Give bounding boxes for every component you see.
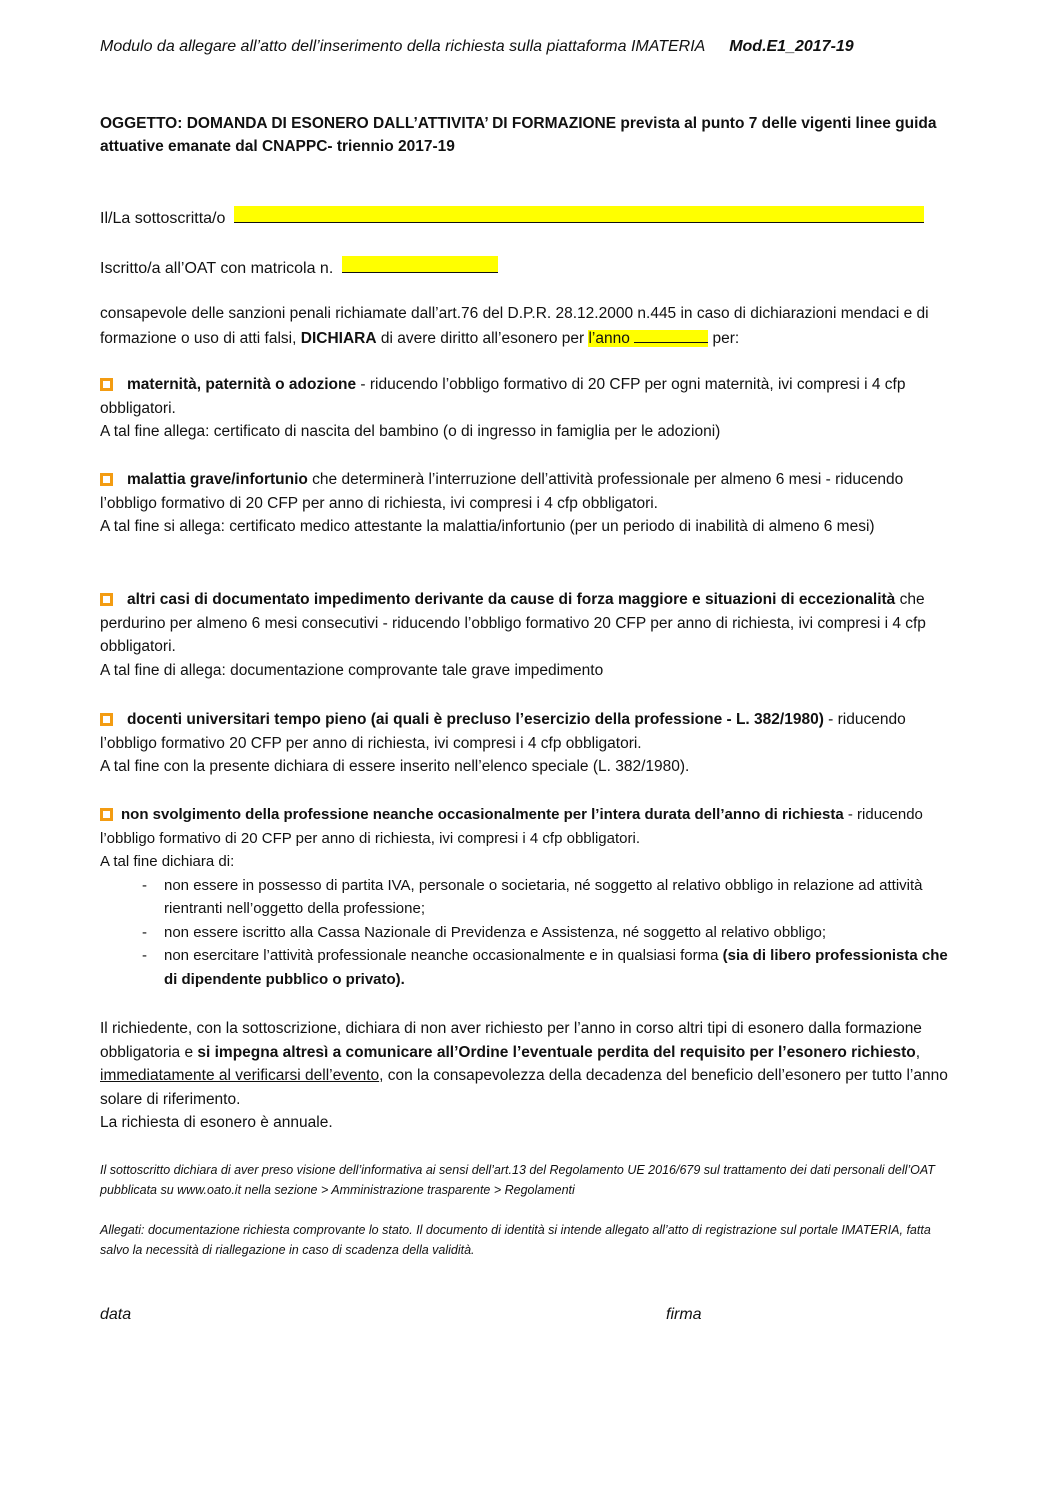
option-desc: - riducendo l’obbligo formativo di 20 CFP per ogni maternità, ivi compresi i 4 cfp obbligatori. <box>100 376 906 417</box>
condition-text: non esercitare l’attività professionale neanche occasionalmente e in qualsiasi forma <box>164 947 723 964</box>
page-header <box>100 38 960 56</box>
module-code: Mod.E1_2017-19 <box>729 38 854 55</box>
matricola-field-row <box>100 256 498 278</box>
year-blank[interactable] <box>634 326 708 343</box>
header-text: Modulo da allegare all’atto dell’inserimento della richiesta sulla piattaforma IMATERIA <box>100 38 705 55</box>
option-attachment: A tal fine si allega: certificato medico attestante la malattia/infortunio (per un periodo di inabilità di almeno 6 mesi) <box>100 518 875 535</box>
subject-title: OGGETTO: DOMANDA DI ESONERO DALL’ATTIVITA’ DI FORMAZIONE <box>100 115 617 132</box>
signature-label[interactable]: firma <box>666 1306 702 1323</box>
option-university-teachers <box>100 708 960 779</box>
force-majeure-checkbox[interactable] <box>100 593 113 606</box>
attachments-note: Allegati: documentazione richiesta comprovante lo stato. Il documento di identità si intende allegato all’atto di registrazione sul portale IMATERIA, fatta salvo la necessità di riallegazione in caso di scadenza della validità. <box>100 1223 931 1257</box>
closing-text: Il richiedente, con la sottoscrizione, dichiara di non aver richiesto per l’anno in corso altri tipi di esonero dalla formazione obbligatoria e <box>100 1020 922 1061</box>
not-practicing-checkbox[interactable] <box>100 808 113 821</box>
option-maternity <box>100 373 960 444</box>
subject-rest: prevista al punto 7 delle vigenti linee guida attuative emanate dal CNAPPC- triennio 2017-19 <box>100 115 937 155</box>
date-label[interactable]: data <box>100 1306 132 1323</box>
closing-end: , con la consapevolezza della decadenza del beneficio dell’esonero per tutto l’anno solare di riferimento. <box>100 1067 948 1108</box>
maternity-checkbox[interactable] <box>100 378 113 391</box>
closing-comma: , <box>915 1043 921 1061</box>
closing-underlined: immediatamente al verificarsi dell’evento <box>100 1067 380 1084</box>
closing-commitment: si impegna altresì a comunicare all’Ordine l’eventuale perdita del requisito per l’esonero richiesto <box>197 1043 916 1061</box>
name-field-row <box>100 206 924 228</box>
option-attachment: A tal fine allega: certificato di nascita del bambino (o di ingresso in famiglia per le adozioni) <box>100 423 721 440</box>
option-desc: - riducendo l’obbligo formativo di 20 CFP per anno di richiesta, ivi compresi i 4 cfp obbligatori. <box>100 806 923 847</box>
conditions-list <box>100 874 960 992</box>
condition-item <box>100 944 960 991</box>
illness-checkbox[interactable] <box>100 473 113 486</box>
annual-note: La richiesta di esonero è annuale. <box>100 1114 333 1131</box>
matricola-blank[interactable] <box>342 256 498 273</box>
declaration-text-2: di avere diritto all’esonero per <box>376 329 589 347</box>
option-attachment: A tal fine con la presente dichiara di essere inserito nell’elenco speciale (L. 382/1980). <box>100 758 690 775</box>
closing-paragraph <box>100 1017 960 1135</box>
option-attachment: A tal fine dichiara di: <box>100 853 235 870</box>
dichiara-word: DICHIARA <box>300 329 377 347</box>
option-illness <box>100 468 960 539</box>
option-desc: - riducendo l’obbligo formativo 20 CFP per anno di richiesta, ivi compresi i 4 cfp obbligatori. <box>100 711 906 752</box>
name-blank[interactable] <box>234 206 924 223</box>
option-title: malattia grave/infortunio <box>127 471 308 488</box>
option-attachment: A tal fine di allega: documentazione comprovante tale grave impedimento <box>100 661 604 679</box>
option-title: non svolgimento della professione neanche occasionalmente per l’intera durata dell’anno di richiesta <box>121 806 844 823</box>
condition-bold-text: (sia di libero professionista che di dipendente pubblico o privato). <box>164 947 948 988</box>
condition-item: - non essere in possesso di partita IVA, personale o societaria, né soggetto al relativo obbligo in relazione ad attività rientranti nell’oggetto della professione; <box>100 874 960 921</box>
option-force-majeure <box>100 588 960 682</box>
condition-item: - non essere iscritto alla Cassa Nazionale di Previdenza e Assistenza, né soggetto al relativo obbligo; <box>100 921 960 945</box>
privacy-note: Il sottoscritto dichiara di aver preso visione dell’informativa ai sensi dell’art.13 del Regolamento UE 2016/679 sul trattamento dei dati personali dell’OAT pubblicata su www.oato.it nella sezione > Amministrazione trasparente > Regolamenti <box>100 1163 935 1197</box>
name-label: Il/La sottoscritta/o <box>100 210 226 227</box>
declaration-paragraph <box>100 302 960 350</box>
option-title: altri casi di documentato impedimento derivante da cause di forza maggiore e situazioni di eccezionalità <box>127 591 896 608</box>
declaration-end: per: <box>708 329 740 347</box>
matricola-label: Iscritto/a all’OAT con matricola n. <box>100 260 334 277</box>
declaration-text: consapevole delle sanzioni penali richiamate dall’art.76 del D.P.R. 28.12.2000 n.445 in caso di dichiarazioni mendaci e di formazione o uso di atti falsi, <box>100 305 929 347</box>
option-title: maternità, paternità o adozione <box>127 376 357 393</box>
option-not-practicing <box>100 803 960 991</box>
year-label: l’anno <box>588 329 630 347</box>
university-teachers-checkbox[interactable] <box>100 713 113 726</box>
option-desc: che determinerà l’interruzione dell’attività professionale per almeno 6 mesi - riducendo l’obbligo formativo di 20 CFP per anno di richiesta, ivi compresi i 4 cfp obbligatori. <box>100 471 904 512</box>
subject <box>100 112 960 158</box>
year-field[interactable] <box>588 330 708 347</box>
option-desc: che perdurino per almeno 6 mesi consecutivi - riducendo l’obbligo formativo 20 CFP per anno di richiesta, ivi compresi i 4 cfp obbligatori. <box>100 591 926 655</box>
option-title: docenti universitari tempo pieno (ai quali è precluso l’esercizio della professione - L. 382/1980) <box>127 711 824 728</box>
